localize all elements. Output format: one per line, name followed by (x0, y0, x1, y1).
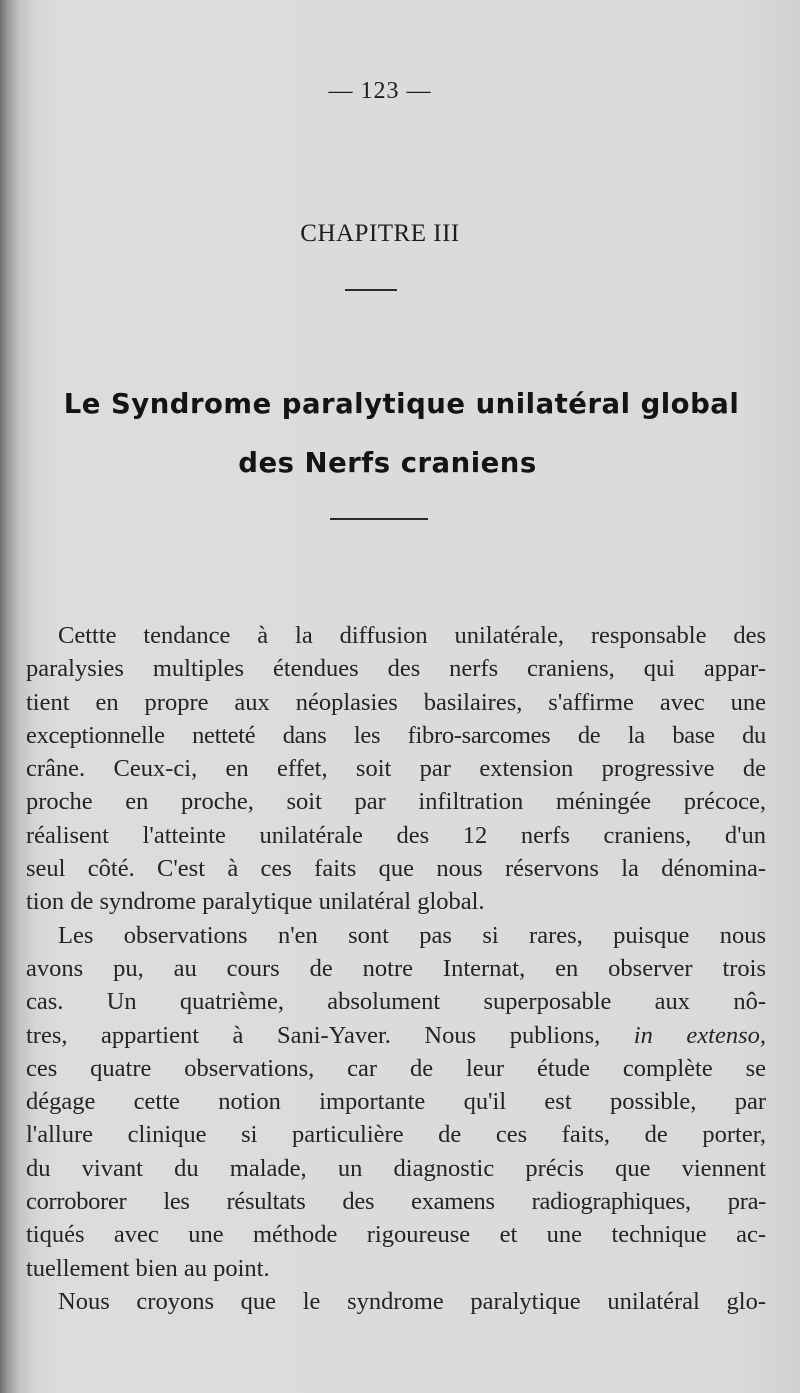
text-line: exceptionnelle netteté dans les fibro-sarcomes de la base du (26, 721, 766, 749)
text-line: proche en proche, soit par infiltration méningée précoce, (26, 788, 766, 816)
text-line: cas. Un quatrième, absolument superposable aux nô- (26, 988, 766, 1016)
text-line: paralysies multiples étendues des nerfs craniens, qui appar- (26, 655, 766, 683)
title-divider (330, 518, 428, 520)
italic-emphasis: in extenso, (633, 1021, 766, 1049)
page-number: — 123 — (328, 78, 432, 104)
text-line: Les observations n'en sont pas si rares, puisque nous (58, 921, 766, 949)
text-line: seul côté. C'est à ces faits que nous réservons la dénomina- (26, 855, 766, 883)
text-line: tiqués avec une méthode rigoureuse et une technique ac- (26, 1221, 766, 1249)
text-line: ces quatre observations, car de leur étude complète se (26, 1054, 766, 1082)
section-title-line-2: des Nerfs craniens (238, 447, 537, 479)
chapter-heading: CHAPITRE III (300, 220, 460, 247)
text-segment: tres, appartient à Sani-Yaver. Nous publions, (26, 1021, 601, 1049)
text-line-with-emphasis (26, 1019, 766, 1052)
text-line: du vivant du malade, un diagnostic précis que viennent (26, 1154, 766, 1182)
body-text (26, 619, 766, 1318)
text-line: tion de syndrome paralytique unilatéral global. (26, 888, 485, 916)
text-line: Cettte tendance à la diffusion unilatérale, responsable des (58, 622, 766, 649)
text-line: avons pu, au cours de notre Internat, en observer trois (26, 954, 766, 982)
text-line: l'allure clinique si particulière de ces faits, de porter, (26, 1121, 766, 1149)
text-line: corroborer les résultats des examens radiographiques, pra- (26, 1188, 766, 1216)
chapter-divider (345, 289, 397, 291)
text-line: Nous croyons que le syndrome paralytique unilatéral glo- (58, 1287, 766, 1315)
text-line: dégage cette notion importante qu'il est possible, par (26, 1088, 766, 1116)
text-line: crâne. Ceux-ci, en effet, soit par extension progressive de (26, 755, 766, 783)
text-line: tient en propre aux néoplasies basilaires, s'affirme avec une (26, 688, 766, 716)
text-line: réalisent l'atteinte unilatérale des 12 nerfs craniens, d'un (26, 821, 766, 849)
text-line: tuellement bien au point. (26, 1254, 270, 1282)
section-title-line-1: Le Syndrome paralytique unilatéral global (63, 388, 740, 420)
